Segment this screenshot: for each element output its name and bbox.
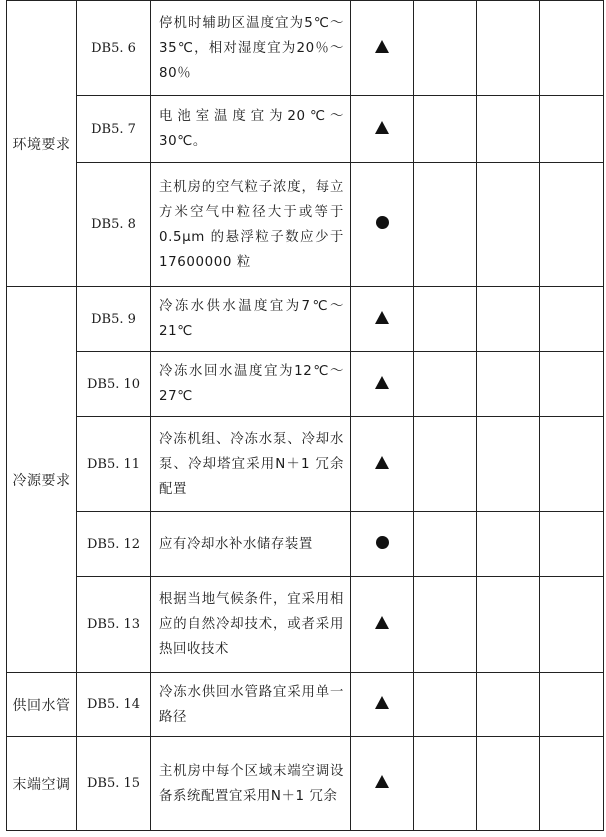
empty-cell [477,352,540,417]
empty-cell [477,96,540,163]
empty-cell [477,287,540,352]
empty-cell [414,737,477,831]
requirement-text: 冷冻水回水温度宜为12℃～27℃ [151,352,351,417]
table-row [7,96,604,163]
empty-cell [477,512,540,577]
empty-cell [540,1,604,96]
filled-triangle-icon [375,456,389,469]
grade-cell [351,417,414,512]
requirement-text: 主机房中每个区域末端空调设备系统配置宜采用N＋1 冗余 [151,737,351,831]
empty-cell [414,512,477,577]
grade-cell [351,163,414,287]
empty-cell [540,96,604,163]
category-cell: 末端空调 [7,737,77,831]
clause-code: DB5. 6 [77,1,151,96]
category-cell: 供回水管 [7,673,77,737]
category-cell: 环境要求 [7,1,77,287]
filled-circle-icon [376,216,389,229]
empty-cell [477,737,540,831]
empty-cell [540,673,604,737]
requirement-text: 主机房的空气粒子浓度，每立方米空气中粒径大于或等于 0.5μm 的悬浮粒子数应少于 17600000 粒 [151,163,351,287]
table-row [7,1,604,96]
requirement-text: 停机时辅助区温度宜为5℃～35℃，相对湿度宜为20％～80％ [151,1,351,96]
clause-code: DB5. 11 [77,417,151,512]
empty-cell [414,673,477,737]
empty-cell [414,417,477,512]
table-row [7,417,604,512]
clause-code: DB5. 15 [77,737,151,831]
grade-cell [351,287,414,352]
clause-code: DB5. 13 [77,577,151,673]
clause-code: DB5. 10 [77,352,151,417]
empty-cell [540,577,604,673]
filled-triangle-icon [375,40,389,53]
empty-cell [477,673,540,737]
requirement-text: 冷冻机组、冷冻水泵、冷却水泵、冷却塔宜采用N＋1 冗余配置 [151,417,351,512]
filled-triangle-icon [375,696,389,709]
empty-cell [540,417,604,512]
requirement-text: 应有冷却水补水储存装置 [151,512,351,577]
grade-cell [351,96,414,163]
clause-code: DB5. 8 [77,163,151,287]
table-row [7,512,604,577]
empty-cell [414,287,477,352]
table-row [7,737,604,831]
empty-cell [414,577,477,673]
empty-cell [540,163,604,287]
requirements-table [6,0,604,831]
grade-cell [351,1,414,96]
table-row [7,673,604,737]
empty-cell [540,512,604,577]
clause-code: DB5. 7 [77,96,151,163]
table-row [7,287,604,352]
filled-triangle-icon [375,616,389,629]
filled-triangle-icon [375,376,389,389]
empty-cell [414,96,477,163]
empty-cell [477,163,540,287]
filled-triangle-icon [375,775,389,788]
empty-cell [414,1,477,96]
clause-code: DB5. 14 [77,673,151,737]
filled-triangle-icon [375,121,389,134]
filled-circle-icon [376,536,389,549]
requirement-text: 根据当地气候条件，宜采用相应的自然冷却技术，或者采用热回收技术 [151,577,351,673]
empty-cell [477,1,540,96]
table-row [7,352,604,417]
table-row [7,163,604,287]
grade-cell [351,737,414,831]
requirement-text: 电池室温度宜为20℃～30℃。 [151,96,351,163]
grade-cell [351,512,414,577]
filled-triangle-icon [375,311,389,324]
grade-cell [351,673,414,737]
empty-cell [540,352,604,417]
clause-code: DB5. 9 [77,287,151,352]
empty-cell [414,352,477,417]
empty-cell [540,287,604,352]
requirement-text: 冷冻水供水温度宜为7℃～21℃ [151,287,351,352]
grade-cell [351,352,414,417]
empty-cell [540,737,604,831]
clause-code: DB5. 12 [77,512,151,577]
empty-cell [477,417,540,512]
empty-cell [414,163,477,287]
table-row [7,577,604,673]
requirement-text: 冷冻水供回水管路宜采用单一路径 [151,673,351,737]
grade-cell [351,577,414,673]
empty-cell [477,577,540,673]
category-cell: 冷源要求 [7,287,77,673]
